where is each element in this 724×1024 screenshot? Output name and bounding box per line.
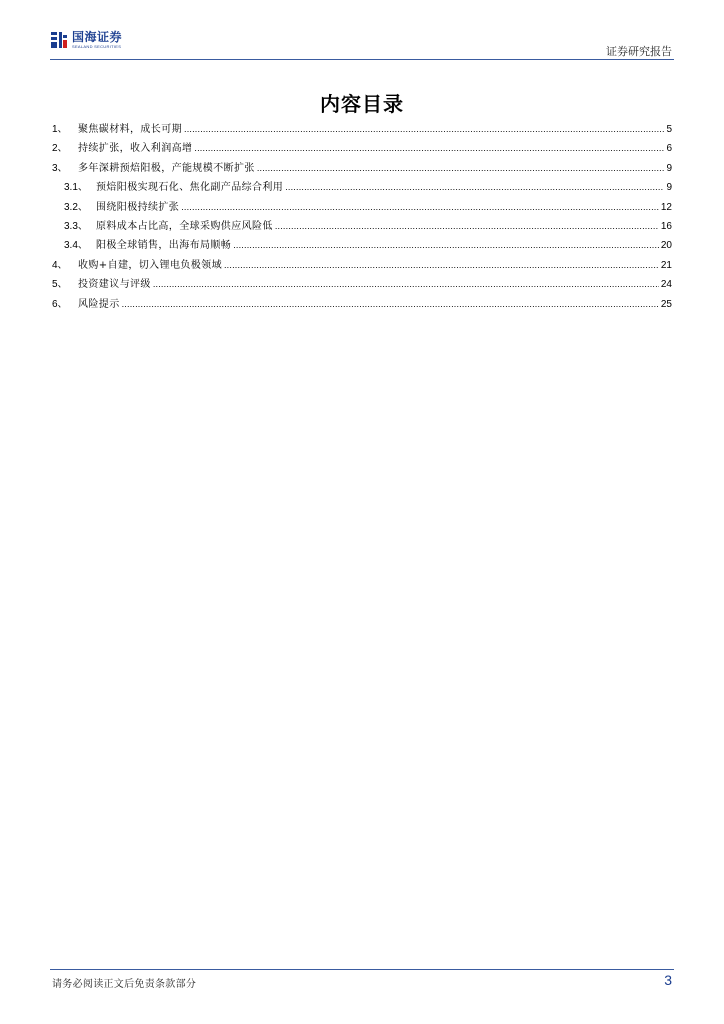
toc-entry-page: 16 [660,220,672,232]
toc-subentry[interactable] [52,217,672,236]
toc-dot-leader [285,178,664,197]
logo-english-name: SEALAND SECURITIES [72,44,122,49]
toc-dot-leader [184,120,664,139]
report-type-label: 证券研究报告 [606,45,672,58]
toc-entry-page: 12 [660,201,672,213]
toc-entry-number: 1、 [52,124,68,135]
header-divider [50,59,674,60]
toc-entry-number: 2、 [52,143,68,155]
toc-entry[interactable] [52,139,672,158]
toc-dot-leader [275,217,659,236]
toc-entry-title: 围绕阳极持续扩张 [96,201,180,213]
toc-dot-leader [181,198,659,217]
toc-entry-page: 5 [666,124,672,135]
toc-entry-number: 4、 [52,259,68,271]
toc-entry-page: 24 [660,279,672,291]
toc-entry-title: 原料成本占比高，全球采购供应风险低 [96,220,273,232]
toc-dot-leader [122,295,659,314]
toc-dot-leader [233,236,659,255]
toc-dot-leader [194,139,664,158]
toc-entry-number: 3、 [52,162,68,174]
toc-entry[interactable] [52,256,672,275]
table-of-contents [52,120,672,314]
toc-dot-leader [153,275,659,294]
toc-entry-number: 3.4、 [64,240,88,252]
toc-entry[interactable] [52,120,672,139]
toc-subentry[interactable] [52,236,672,255]
toc-dot-leader [257,159,665,178]
toc-entry-page: 9 [666,162,672,174]
toc-entry[interactable] [52,295,672,314]
toc-entry-page: 25 [660,298,672,310]
toc-title: 内容目录 [320,92,404,116]
toc-dot-leader [224,256,659,275]
toc-entry-number: 5、 [52,279,68,291]
toc-subentry[interactable] [52,198,672,217]
toc-entry-title: 收购+自建，切入锂电负极领域 [78,259,222,271]
toc-subentry[interactable] [52,178,672,197]
toc-entry-number: 3.2、 [64,201,88,213]
toc-entry-number: 3.3、 [64,220,88,232]
toc-entry-title: 投资建议与评级 [78,279,151,291]
toc-entry-number: 3.1、 [64,182,88,194]
toc-entry-page: 20 [660,240,672,252]
toc-entry-title: 风险提示 [78,298,120,310]
logo-text [72,31,122,49]
toc-entry-page: 21 [660,259,672,271]
footer-disclaimer: 请务必阅读正文后免责条款部分 [52,979,197,990]
toc-entry-title: 阳极全球销售，出海布局顺畅 [96,240,232,252]
toc-entry[interactable] [52,159,672,178]
toc-entry-page: 6 [666,143,672,155]
company-logo [50,31,122,53]
sealand-logo-icon [50,31,68,49]
toc-entry[interactable] [52,275,672,294]
page-header [50,26,674,62]
page-number: 3 [664,972,672,988]
toc-entry-title: 持续扩张，收入利润高增 [78,143,193,155]
toc-entry-number: 6、 [52,298,68,310]
toc-entry-title: 多年深耕预焙阳极，产能规模不断扩张 [78,162,255,174]
footer-divider [50,969,674,970]
logo-chinese-name: 国海证券 [72,30,123,44]
toc-entry-title: 聚焦碳材料，成长可期 [78,124,182,135]
toc-entry-page: 9 [666,182,672,194]
toc-entry-title: 预焙阳极实现石化、焦化副产品综合利用 [96,182,284,194]
